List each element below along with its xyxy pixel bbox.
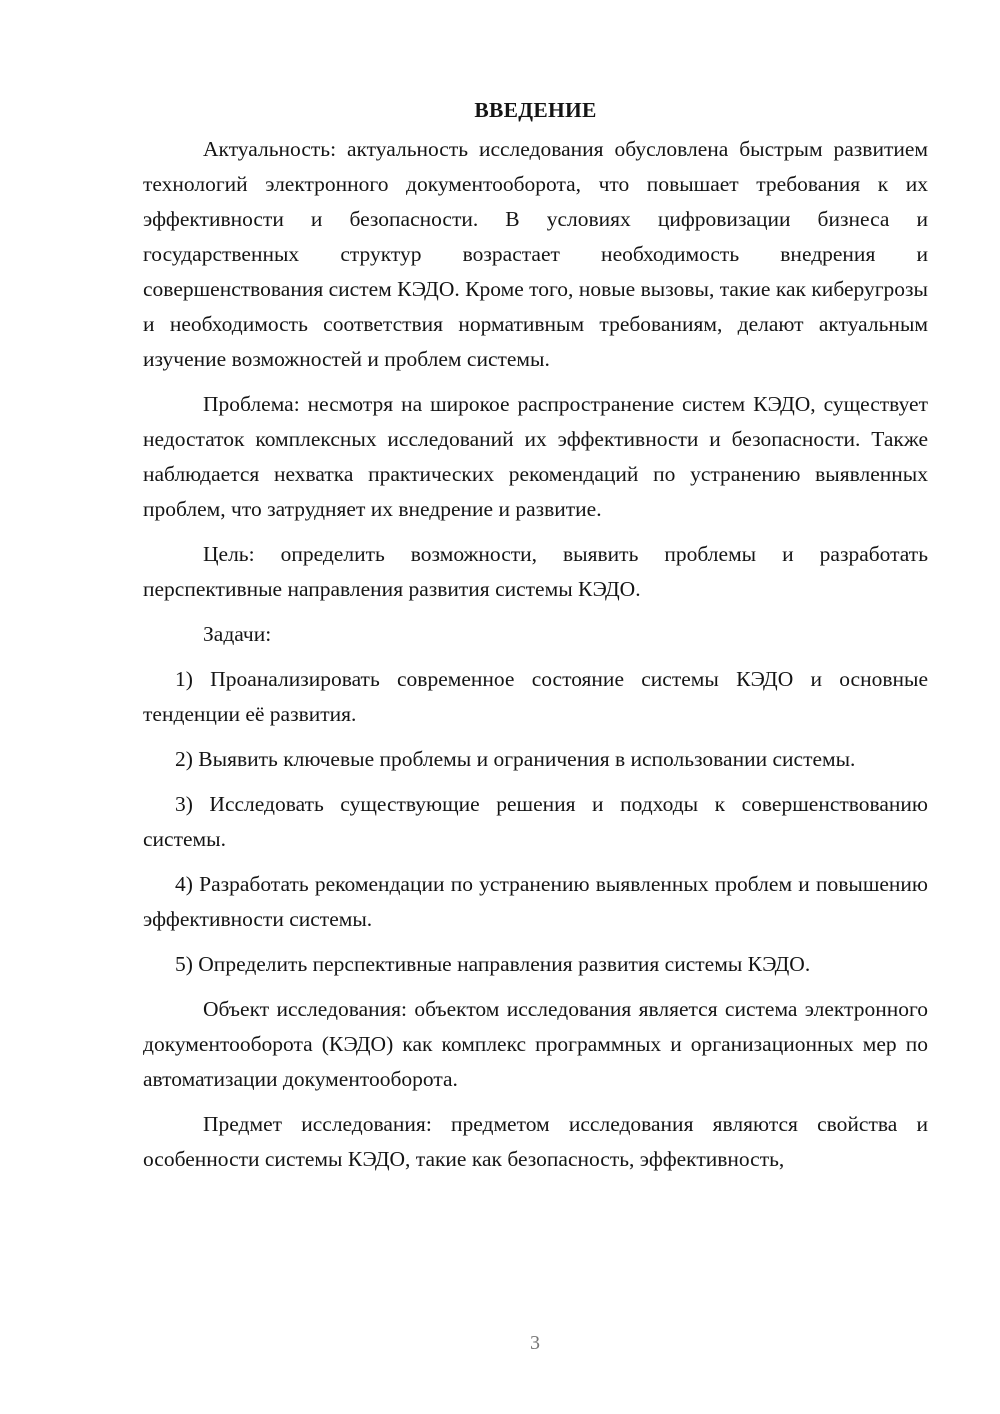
task-item-5: 5) Определить перспективные направления развития системы КЭДО. (175, 952, 811, 976)
page-content (143, 93, 928, 1187)
paragraph-relevance: Актуальность: актуальность исследования обусловлена быстрым развитием технологий электронного документооборота, что повышает требования к их эффективности и безопасности. В условиях цифровизации бизнеса и государственных структур возрастает необходимость внедрения и совершенствования систем КЭДО. Кроме того, новые вызовы, такие как киберугрозы и необходимость соответствия нормативным требованиям, делают актуальным изучение возможностей и проблем системы. (143, 137, 928, 371)
task-item-2: 2) Выявить ключевые проблемы и ограничения в использовании системы. (175, 747, 856, 771)
task-item-4: 4) Разработать рекомендации по устранению выявленных проблем и повышению эффективности системы. (143, 872, 928, 931)
paragraph-problem: Проблема: несмотря на широкое распространение систем КЭДО, существует недостаток комплексных исследований их эффективности и безопасности. Также наблюдается нехватка практических рекомендаций по устранению выявленных проблем, что затрудняет их внедрение и развитие. (143, 392, 928, 521)
tasks-heading: Задачи: (203, 622, 272, 646)
page-number: 3 (530, 1332, 540, 1354)
task-item-1: 1) Проанализировать современное состояние системы КЭДО и основные тенденции её развития. (143, 667, 928, 726)
task-item-3: 3) Исследовать существующие решения и подходы к совершенствованию системы. (143, 792, 928, 851)
paragraph-goal: Цель: определить возможности, выявить проблемы и разработать перспективные направления развития системы КЭДО. (143, 542, 928, 601)
section-title: ВВЕДЕНИЕ (474, 98, 597, 122)
paragraph-subject: Предмет исследования: предметом исследования являются свойства и особенности системы КЭДО, такие как безопасность, эффективность, (143, 1112, 928, 1171)
paragraph-object: Объект исследования: объектом исследования является система электронного документооборота (КЭДО) как комплекс программных и организационных мер по автоматизации документооборота. (143, 997, 928, 1091)
